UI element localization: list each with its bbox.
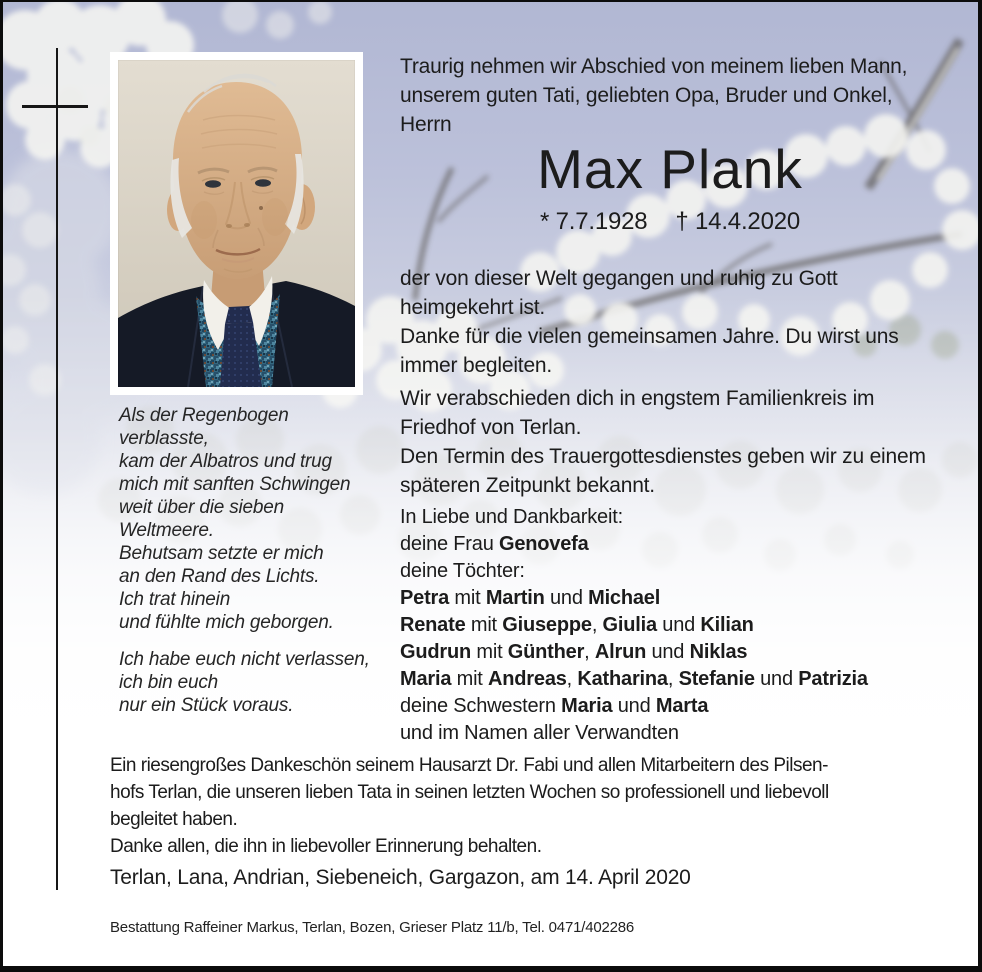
text-segment: und im Namen aller Verwandten — [400, 722, 679, 744]
text-segment: , — [584, 641, 595, 663]
text-segment: mit — [465, 614, 503, 636]
poem-stanza-1 — [119, 404, 399, 634]
text-line: Wir verabschieden dich in engstem Familienkreis im — [400, 387, 875, 410]
text-line: hofs Terlan, die unseren lieben Tata in seinen letzten Wochen so professionell und liebevoll — [110, 782, 829, 803]
poem-stanza-2 — [119, 648, 399, 717]
place-date-line: Terlan, Lana, Andrian, Siebeneich, Gargazon, am 14. April 2020 — [110, 866, 691, 889]
family-member-name: Günther — [507, 641, 585, 663]
deceased-name: Max Plank — [537, 138, 803, 200]
family-member-name: Martin — [485, 587, 545, 609]
text-line: Friedhof von Terlan. — [400, 416, 582, 439]
text-line — [400, 666, 970, 693]
text-line: der von dieser Welt gegangen und ruhig zu Gott — [400, 267, 838, 290]
text-line: heimgekehrt ist. — [400, 296, 546, 319]
text-line: Ich habe euch nicht verlassen, — [119, 649, 370, 670]
text-segment: mit — [449, 587, 486, 609]
life-dates — [400, 207, 940, 237]
birth-date: * 7.7.1928 — [539, 208, 648, 235]
family-member-name: Alrun — [594, 641, 647, 663]
family-member-name: Michael — [588, 587, 661, 609]
family-member-name: Andreas — [488, 668, 567, 690]
paragraph-passing — [400, 264, 960, 380]
text-line — [400, 639, 970, 666]
text-line — [400, 612, 970, 639]
portrait-photo — [118, 60, 355, 387]
family-list — [400, 504, 970, 747]
text-segment: , — [667, 668, 679, 690]
text-segment: deine Töchter: — [400, 560, 525, 582]
family-member-name: Maria — [400, 668, 452, 690]
text-line: kam der Albatros und trug — [119, 451, 332, 472]
funeral-home-line: Bestattung Raffeiner Markus, Terlan, Bozen, Grieser Platz 11/b, Tel. 0471/402286 — [110, 919, 635, 936]
text-line: immer begleiten. — [400, 354, 553, 377]
family-member-name: Patrizia — [798, 668, 868, 690]
death-date: † 14.4.2020 — [675, 208, 801, 235]
text-segment: , — [591, 614, 603, 636]
family-member-name: Niklas — [689, 641, 748, 663]
portrait-photo-frame — [110, 52, 363, 395]
text-line — [400, 558, 970, 585]
text-segment: deine Schwestern — [400, 695, 562, 717]
text-segment: deine Frau — [400, 533, 499, 555]
text-line — [400, 693, 970, 720]
family-member-name: Kilian — [700, 614, 754, 636]
farewell-poem — [119, 404, 399, 717]
text-segment: und — [754, 668, 799, 690]
family-member-name: Giulia — [602, 614, 657, 636]
text-segment: , — [566, 668, 578, 690]
text-line: Danke für die vielen gemeinsamen Jahre. Du wirst uns — [400, 325, 899, 348]
text-line: Herrn — [400, 113, 452, 136]
text-line — [400, 720, 970, 747]
text-line: nur ein Stück voraus. — [119, 695, 294, 716]
text-line: begleitet haben. — [110, 809, 238, 830]
text-line: Ein riesengroßes Dankeschön seinem Hausarzt Dr. Fabi und allen Mitarbeitern des Pilsen- — [110, 755, 828, 776]
memorial-cross-icon — [56, 48, 58, 890]
text-line: Ich trat hinein — [119, 589, 231, 610]
thanks-paragraph — [110, 752, 970, 860]
text-line: und fühlte mich geborgen. — [119, 612, 334, 633]
text-line — [400, 531, 970, 558]
text-line: Den Termin des Trauergottesdienstes geben wir zu einem — [400, 445, 926, 468]
family-member-name: Giuseppe — [502, 614, 592, 636]
text-line: Als der Regenbogen — [119, 405, 289, 426]
text-segment: und — [656, 614, 701, 636]
text-line: mich mit sanften Schwingen — [119, 474, 351, 495]
text-line: ich bin euch — [119, 672, 219, 693]
text-segment: und — [612, 695, 656, 717]
family-member-name: Katharina — [577, 668, 668, 690]
family-member-name: Petra — [400, 587, 450, 609]
text-line: späteren Zeitpunkt bekannt. — [400, 474, 655, 497]
text-segment: In Liebe und Dankbarkeit: — [400, 506, 623, 528]
family-member-name: Genovefa — [498, 533, 589, 555]
text-line — [400, 585, 970, 612]
text-line: Behutsam setzte er mich — [119, 543, 324, 564]
text-line: unserem guten Tati, geliebten Opa, Bruder und Onkel, — [400, 84, 893, 107]
text-line: an den Rand des Lichts. — [119, 566, 320, 587]
family-member-name: Gudrun — [400, 641, 472, 663]
text-segment: und — [646, 641, 690, 663]
text-line: verblasste, — [119, 428, 209, 449]
family-member-name: Marta — [655, 695, 709, 717]
family-member-name: Renate — [400, 614, 466, 636]
text-line: Danke allen, die ihn in liebevoller Erinnerung behalten. — [110, 836, 542, 857]
text-segment: mit — [451, 668, 489, 690]
text-segment: und — [544, 587, 589, 609]
text-line: weit über die sieben — [119, 497, 284, 518]
family-member-name: Maria — [561, 695, 613, 717]
text-line — [400, 504, 970, 531]
memorial-cross-icon — [22, 105, 88, 108]
text-line: Traurig nehmen wir Abschied von meinem lieben Mann, — [400, 55, 908, 78]
text-segment: mit — [471, 641, 508, 663]
paragraph-farewell — [400, 384, 960, 500]
text-line: Weltmeere. — [119, 520, 214, 541]
intro-paragraph — [400, 52, 960, 139]
family-member-name: Stefanie — [678, 668, 755, 690]
